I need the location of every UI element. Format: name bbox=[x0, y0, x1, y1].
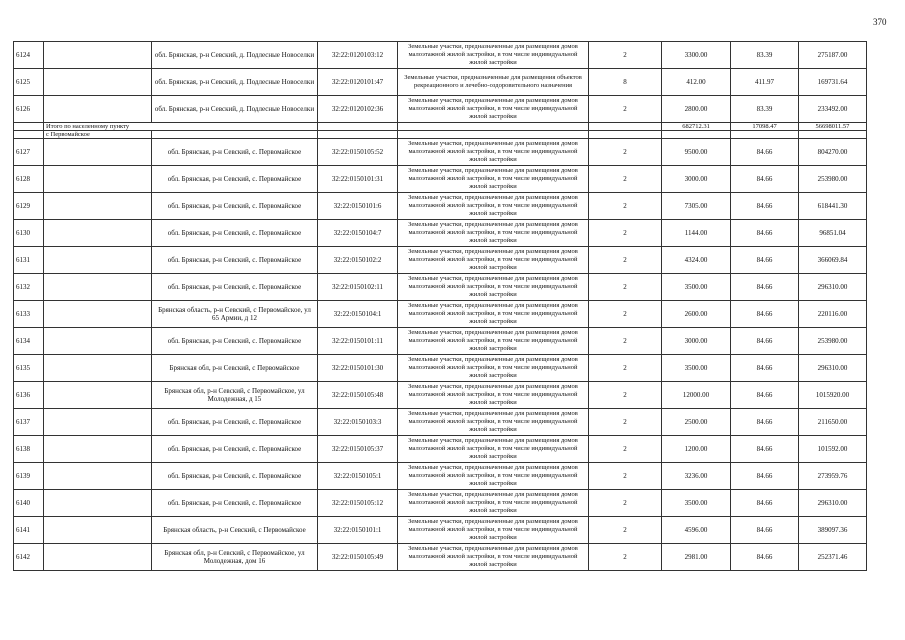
row-number: 6141 bbox=[14, 517, 44, 544]
row-area: 1200.00 bbox=[662, 436, 731, 463]
row-specific-value: 84.66 bbox=[731, 355, 799, 382]
row-specific-value: 84.66 bbox=[731, 328, 799, 355]
table-row bbox=[14, 382, 867, 409]
row-cadastral-value: 804270.00 bbox=[799, 139, 867, 166]
row-address: обл. Брянская, р-н Севский, д. Подлесные Новоселки bbox=[152, 96, 318, 123]
locality-num-cell bbox=[14, 131, 44, 139]
row-area: 7305.00 bbox=[662, 193, 731, 220]
table-row bbox=[14, 490, 867, 517]
row-specific-value: 84.66 bbox=[731, 193, 799, 220]
row-cadastral-value: 253980.00 bbox=[799, 166, 867, 193]
row-number: 6140 bbox=[14, 490, 44, 517]
table-row bbox=[14, 193, 867, 220]
table-row bbox=[14, 463, 867, 490]
locality-group-cell bbox=[589, 131, 662, 139]
row-land-use: Земельные участки, предназначенные для размещения домов малоэтажной жилой застройки, в том числе индивидуальной жилой застройки bbox=[398, 517, 589, 544]
row-address: обл. Брянская, р-н Севский, с. Первомайское bbox=[152, 247, 318, 274]
row-number: 6131 bbox=[14, 247, 44, 274]
row-number: 6132 bbox=[14, 274, 44, 301]
row-spacer-cell bbox=[44, 301, 152, 328]
row-group: 2 bbox=[589, 436, 662, 463]
row-address: обл. Брянская, р-н Севский, с. Первомайское bbox=[152, 409, 318, 436]
row-address: обл. Брянская, р-н Севский, с. Первомайское bbox=[152, 436, 318, 463]
row-cadastral-number: 32:22:0120102:36 bbox=[318, 96, 398, 123]
row-number: 6142 bbox=[14, 544, 44, 571]
locality-cad-cell bbox=[318, 131, 398, 139]
row-spacer-cell bbox=[44, 69, 152, 96]
row-area: 3300.00 bbox=[662, 42, 731, 69]
row-cadastral-number: 32:22:0150103:3 bbox=[318, 409, 398, 436]
row-cadastral-value: 101592.00 bbox=[799, 436, 867, 463]
row-group: 2 bbox=[589, 328, 662, 355]
row-number: 6139 bbox=[14, 463, 44, 490]
row-land-use: Земельные участки, предназначенные для размещения домов малоэтажной жилой застройки, в том числе индивидуальной жилой застройки bbox=[398, 409, 589, 436]
row-number: 6125 bbox=[14, 69, 44, 96]
subtotal-label: Итого по населенному пункту bbox=[44, 123, 318, 131]
row-cadastral-number: 32:22:0150101:6 bbox=[318, 193, 398, 220]
row-cadastral-value: 220116.00 bbox=[799, 301, 867, 328]
row-area: 3236.00 bbox=[662, 463, 731, 490]
row-group: 2 bbox=[589, 193, 662, 220]
row-group: 2 bbox=[589, 490, 662, 517]
row-spacer-cell bbox=[44, 409, 152, 436]
row-spacer-cell bbox=[44, 274, 152, 301]
row-cadastral-value: 211650.00 bbox=[799, 409, 867, 436]
subtotal-group-cell bbox=[589, 123, 662, 131]
row-group: 2 bbox=[589, 274, 662, 301]
row-group: 2 bbox=[589, 382, 662, 409]
row-spacer-cell bbox=[44, 220, 152, 247]
row-land-use: Земельные участки, предназначенные для размещения домов малоэтажной жилой застройки, в том числе индивидуальной жилой застройки bbox=[398, 139, 589, 166]
row-number: 6137 bbox=[14, 409, 44, 436]
row-specific-value: 84.66 bbox=[731, 544, 799, 571]
table-row bbox=[14, 166, 867, 193]
table-row bbox=[14, 517, 867, 544]
subtotal-num-cell bbox=[14, 123, 44, 131]
row-spacer-cell bbox=[44, 42, 152, 69]
row-cadastral-number: 32:22:0150105:37 bbox=[318, 436, 398, 463]
row-land-use: Земельные участки, предназначенные для размещения домов малоэтажной жилой застройки, в том числе индивидуальной жилой застройки bbox=[398, 166, 589, 193]
locality-header-row bbox=[14, 131, 867, 139]
row-specific-value: 84.66 bbox=[731, 517, 799, 544]
row-address: обл. Брянская, р-н Севский, с. Первомайское bbox=[152, 166, 318, 193]
row-land-use: Земельные участки, предназначенные для размещения домов малоэтажной жилой застройки, в том числе индивидуальной жилой застройки bbox=[398, 96, 589, 123]
row-group: 2 bbox=[589, 220, 662, 247]
locality-purpose-cell bbox=[398, 131, 589, 139]
row-specific-value: 84.66 bbox=[731, 436, 799, 463]
page-number: 370 bbox=[873, 17, 887, 27]
row-land-use: Земельные участки, предназначенные для размещения домов малоэтажной жилой застройки, в том числе индивидуальной жилой застройки bbox=[398, 355, 589, 382]
row-group: 2 bbox=[589, 463, 662, 490]
row-group: 2 bbox=[589, 544, 662, 571]
row-cadastral-value: 296310.00 bbox=[799, 274, 867, 301]
row-cadastral-value: 366069.84 bbox=[799, 247, 867, 274]
subtotal-row bbox=[14, 123, 867, 131]
row-cadastral-number: 32:22:0150104:7 bbox=[318, 220, 398, 247]
row-group: 2 bbox=[589, 517, 662, 544]
row-number: 6138 bbox=[14, 436, 44, 463]
row-area: 3500.00 bbox=[662, 490, 731, 517]
row-spacer-cell bbox=[44, 382, 152, 409]
row-area: 2800.00 bbox=[662, 96, 731, 123]
row-cadastral-number: 32:22:0150101:1 bbox=[318, 517, 398, 544]
row-specific-value: 84.66 bbox=[731, 409, 799, 436]
row-cadastral-number: 32:22:0120103:12 bbox=[318, 42, 398, 69]
table-row bbox=[14, 247, 867, 274]
row-cadastral-value: 1015920.00 bbox=[799, 382, 867, 409]
row-cadastral-value: 389097.36 bbox=[799, 517, 867, 544]
row-specific-value: 84.66 bbox=[731, 301, 799, 328]
row-spacer-cell bbox=[44, 247, 152, 274]
row-cadastral-value: 233492.00 bbox=[799, 96, 867, 123]
row-spacer-cell bbox=[44, 490, 152, 517]
rows-bottom bbox=[14, 139, 867, 571]
row-group: 2 bbox=[589, 409, 662, 436]
row-area: 2981.00 bbox=[662, 544, 731, 571]
row-number: 6126 bbox=[14, 96, 44, 123]
row-group: 2 bbox=[589, 96, 662, 123]
row-number: 6135 bbox=[14, 355, 44, 382]
row-address: обл. Брянская, р-н Севский, д. Подлесные Новоселки bbox=[152, 69, 318, 96]
row-cadastral-number: 32:22:0150105:1 bbox=[318, 463, 398, 490]
row-number: 6133 bbox=[14, 301, 44, 328]
row-group: 2 bbox=[589, 247, 662, 274]
row-specific-value: 84.66 bbox=[731, 166, 799, 193]
row-cadastral-number: 32:22:0150102:2 bbox=[318, 247, 398, 274]
subtotal-purpose-cell bbox=[398, 123, 589, 131]
rows-top bbox=[14, 42, 867, 123]
row-area: 3000.00 bbox=[662, 328, 731, 355]
row-cadastral-number: 32:22:0150101:31 bbox=[318, 166, 398, 193]
row-specific-value: 84.66 bbox=[731, 463, 799, 490]
row-specific-value: 84.66 bbox=[731, 274, 799, 301]
row-area: 9500.00 bbox=[662, 139, 731, 166]
row-address: Брянская обл, р-н Севский, с Первомайское, ул Молодежная, дом 16 bbox=[152, 544, 318, 571]
row-area: 2500.00 bbox=[662, 409, 731, 436]
row-number: 6136 bbox=[14, 382, 44, 409]
table-row bbox=[14, 301, 867, 328]
row-group: 2 bbox=[589, 301, 662, 328]
row-land-use: Земельные участки, предназначенные для размещения домов малоэтажной жилой застройки, в том числе индивидуальной жилой застройки bbox=[398, 247, 589, 274]
row-group: 2 bbox=[589, 42, 662, 69]
row-cadastral-number: 32:22:0150105:49 bbox=[318, 544, 398, 571]
row-address: обл. Брянская, р-н Севский, с. Первомайское bbox=[152, 274, 318, 301]
row-cadastral-value: 296310.00 bbox=[799, 355, 867, 382]
row-cadastral-number: 32:22:0150101:30 bbox=[318, 355, 398, 382]
row-address: обл. Брянская, р-н Севский, д. Подлесные Новоселки bbox=[152, 42, 318, 69]
table-row bbox=[14, 409, 867, 436]
row-cadastral-value: 252371.46 bbox=[799, 544, 867, 571]
row-spacer-cell bbox=[44, 517, 152, 544]
table-row bbox=[14, 544, 867, 571]
table-row bbox=[14, 355, 867, 382]
row-cadastral-value: 296310.00 bbox=[799, 490, 867, 517]
row-specific-value: 84.66 bbox=[731, 247, 799, 274]
row-spacer-cell bbox=[44, 328, 152, 355]
row-address: обл. Брянская, р-н Севский, с. Первомайское bbox=[152, 193, 318, 220]
row-area: 3000.00 bbox=[662, 166, 731, 193]
row-cadastral-value: 618441.30 bbox=[799, 193, 867, 220]
row-area: 3500.00 bbox=[662, 355, 731, 382]
row-address: Брянская область, р-н Севский, с Первомайское, ул 65 Армии, д 12 bbox=[152, 301, 318, 328]
subtotal-rate: 17098.47 bbox=[731, 123, 799, 131]
row-land-use: Земельные участки, предназначенные для размещения объектов рекреационного и лечебно-оздоровительного назначения bbox=[398, 69, 589, 96]
subtotal-value: 56698011.57 bbox=[799, 123, 867, 131]
locality-rate-cell bbox=[731, 131, 799, 139]
locality-area-cell bbox=[662, 131, 731, 139]
row-address: обл. Брянская, р-н Севский, с. Первомайское bbox=[152, 328, 318, 355]
row-cadastral-number: 32:22:0150104:1 bbox=[318, 301, 398, 328]
row-land-use: Земельные участки, предназначенные для размещения домов малоэтажной жилой застройки, в том числе индивидуальной жилой застройки bbox=[398, 463, 589, 490]
row-cadastral-value: 253980.00 bbox=[799, 328, 867, 355]
row-area: 3500.00 bbox=[662, 274, 731, 301]
row-address: обл. Брянская, р-н Севский, с. Первомайское bbox=[152, 490, 318, 517]
row-group: 8 bbox=[589, 69, 662, 96]
table-row bbox=[14, 96, 867, 123]
row-spacer-cell bbox=[44, 463, 152, 490]
row-area: 12000.00 bbox=[662, 382, 731, 409]
row-specific-value: 83.39 bbox=[731, 42, 799, 69]
locality-addr-cell bbox=[152, 131, 318, 139]
row-spacer-cell bbox=[44, 544, 152, 571]
table-row bbox=[14, 69, 867, 96]
row-area: 2600.00 bbox=[662, 301, 731, 328]
row-land-use: Земельные участки, предназначенные для размещения домов малоэтажной жилой застройки, в том числе индивидуальной жилой застройки bbox=[398, 274, 589, 301]
row-number: 6124 bbox=[14, 42, 44, 69]
table-row bbox=[14, 42, 867, 69]
row-land-use: Земельные участки, предназначенные для размещения домов малоэтажной жилой застройки, в том числе индивидуальной жилой застройки bbox=[398, 382, 589, 409]
row-specific-value: 84.66 bbox=[731, 382, 799, 409]
table-row bbox=[14, 328, 867, 355]
row-cadastral-value: 169731.64 bbox=[799, 69, 867, 96]
table-row bbox=[14, 220, 867, 247]
row-land-use: Земельные участки, предназначенные для размещения домов малоэтажной жилой застройки, в том числе индивидуальной жилой застройки bbox=[398, 544, 589, 571]
row-area: 412.00 bbox=[662, 69, 731, 96]
row-address: обл. Брянская, р-н Севский, с. Первомайское bbox=[152, 139, 318, 166]
row-cadastral-number: 32:22:0150105:12 bbox=[318, 490, 398, 517]
row-specific-value: 84.66 bbox=[731, 490, 799, 517]
row-number: 6128 bbox=[14, 166, 44, 193]
row-number: 6127 bbox=[14, 139, 44, 166]
row-area: 4324.00 bbox=[662, 247, 731, 274]
row-cadastral-value: 273959.76 bbox=[799, 463, 867, 490]
row-specific-value: 411.97 bbox=[731, 69, 799, 96]
row-address: Брянская обл, р-н Севский, с Первомайское bbox=[152, 355, 318, 382]
row-land-use: Земельные участки, предназначенные для размещения домов малоэтажной жилой застройки, в том числе индивидуальной жилой застройки bbox=[398, 436, 589, 463]
subtotal-section bbox=[14, 123, 867, 139]
row-specific-value: 83.39 bbox=[731, 96, 799, 123]
row-cadastral-number: 32:22:0120101:47 bbox=[318, 69, 398, 96]
subtotal-cad-cell bbox=[318, 123, 398, 131]
row-spacer-cell bbox=[44, 166, 152, 193]
row-spacer-cell bbox=[44, 355, 152, 382]
row-land-use: Земельные участки, предназначенные для размещения домов малоэтажной жилой застройки, в том числе индивидуальной жилой застройки bbox=[398, 220, 589, 247]
row-area: 4596.00 bbox=[662, 517, 731, 544]
locality-value-cell bbox=[799, 131, 867, 139]
table-row bbox=[14, 139, 867, 166]
row-group: 2 bbox=[589, 139, 662, 166]
table-row bbox=[14, 274, 867, 301]
row-address: Брянская область, р-н Севский, с Первомайское bbox=[152, 517, 318, 544]
row-address: обл. Брянская, р-н Севский, с. Первомайское bbox=[152, 463, 318, 490]
row-cadastral-number: 32:22:0150101:11 bbox=[318, 328, 398, 355]
row-address: обл. Брянская, р-н Севский, с. Первомайское bbox=[152, 220, 318, 247]
row-cadastral-number: 32:22:0150102:11 bbox=[318, 274, 398, 301]
subtotal-area: 682712.31 bbox=[662, 123, 731, 131]
row-spacer-cell bbox=[44, 139, 152, 166]
row-land-use: Земельные участки, предназначенные для размещения домов малоэтажной жилой застройки, в том числе индивидуальной жилой застройки bbox=[398, 490, 589, 517]
row-spacer-cell bbox=[44, 436, 152, 463]
row-group: 2 bbox=[589, 355, 662, 382]
row-cadastral-number: 32:22:0150105:52 bbox=[318, 139, 398, 166]
row-spacer-cell bbox=[44, 193, 152, 220]
row-group: 2 bbox=[589, 166, 662, 193]
row-cadastral-value: 275187.00 bbox=[799, 42, 867, 69]
row-land-use: Земельные участки, предназначенные для размещения домов малоэтажной жилой застройки, в том числе индивидуальной жилой застройки bbox=[398, 301, 589, 328]
row-specific-value: 84.66 bbox=[731, 220, 799, 247]
row-land-use: Земельные участки, предназначенные для размещения домов малоэтажной жилой застройки, в том числе индивидуальной жилой застройки bbox=[398, 193, 589, 220]
row-number: 6130 bbox=[14, 220, 44, 247]
row-address: Брянская обл, р-н Севский, с Первомайское, ул Молодежная, д 15 bbox=[152, 382, 318, 409]
row-land-use: Земельные участки, предназначенные для размещения домов малоэтажной жилой застройки, в том числе индивидуальной жилой застройки bbox=[398, 328, 589, 355]
row-cadastral-number: 32:22:0150105:48 bbox=[318, 382, 398, 409]
row-number: 6129 bbox=[14, 193, 44, 220]
row-number: 6134 bbox=[14, 328, 44, 355]
cadastral-value-table bbox=[13, 41, 867, 571]
row-land-use: Земельные участки, предназначенные для размещения домов малоэтажной жилой застройки, в том числе индивидуальной жилой застройки bbox=[398, 42, 589, 69]
row-specific-value: 84.66 bbox=[731, 139, 799, 166]
row-spacer-cell bbox=[44, 96, 152, 123]
row-area: 1144.00 bbox=[662, 220, 731, 247]
table-row bbox=[14, 436, 867, 463]
row-cadastral-value: 96851.04 bbox=[799, 220, 867, 247]
locality-label: с Первомайское bbox=[44, 131, 152, 139]
